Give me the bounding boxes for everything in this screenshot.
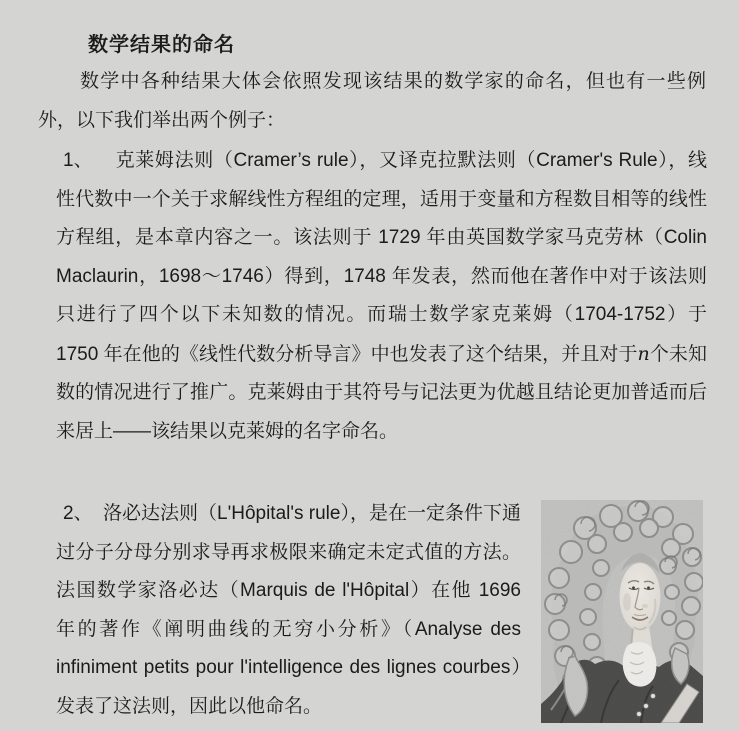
item-2-text: 洛必达法则（L'Hôpital's rule），是在一定条件下通过分子分母分别求导再求极限来确定未定式值的方法。法国数学家洛必达（Marquis de l'Hôpital）在他 1696 年的著作《阐明曲线的无穷小分析》（Analyse des infiniment petits pour l'intelligence des lignes courbes）发表了这法则，因此以他命名。 xyxy=(56,503,521,717)
lhopital-portrait-image xyxy=(541,500,703,723)
item-2-paragraph xyxy=(56,495,703,726)
page-title: 数学结果的命名 xyxy=(88,34,235,56)
item-1-text: 克莱姆法则（Cramer’s rule），又译克拉默法则（Cramer's Rule），线性代数中一个关于求解线性方程组的定理，适用于变量和方程数目相等的线性方程组，是本章内容之一。该法则于 1729 年由英国数学家马克劳林（Colin Maclaurin，1698～1746）得到，1748 年发表，然而他在著作中对于该法则只进行了四个以下未知数的情况。而瑞士数学家克莱姆（1704-1752）于 1750 年在他的《线性代数分析导言》中也发表了这个结果，并且对于 xyxy=(56,150,707,365)
item-1-number: 1、 xyxy=(63,150,93,171)
item-1-text-end: 个未知数的情况进行了推广。克莱姆由于其符号与记法更为优越且结论更加普适而后来居上——该结果以克莱姆的名字命名。 xyxy=(56,343,707,442)
intro-paragraph: 数学中各种结果大体会依照发现该结果的数学家的命名，但也有一些例外，以下我们举出两个例子： xyxy=(38,71,706,131)
item-1-paragraph xyxy=(56,142,707,451)
item-2-number: 2、 xyxy=(63,503,93,524)
math-variable-n: n xyxy=(637,342,650,365)
lhopital-engraving-portrait xyxy=(541,500,703,723)
